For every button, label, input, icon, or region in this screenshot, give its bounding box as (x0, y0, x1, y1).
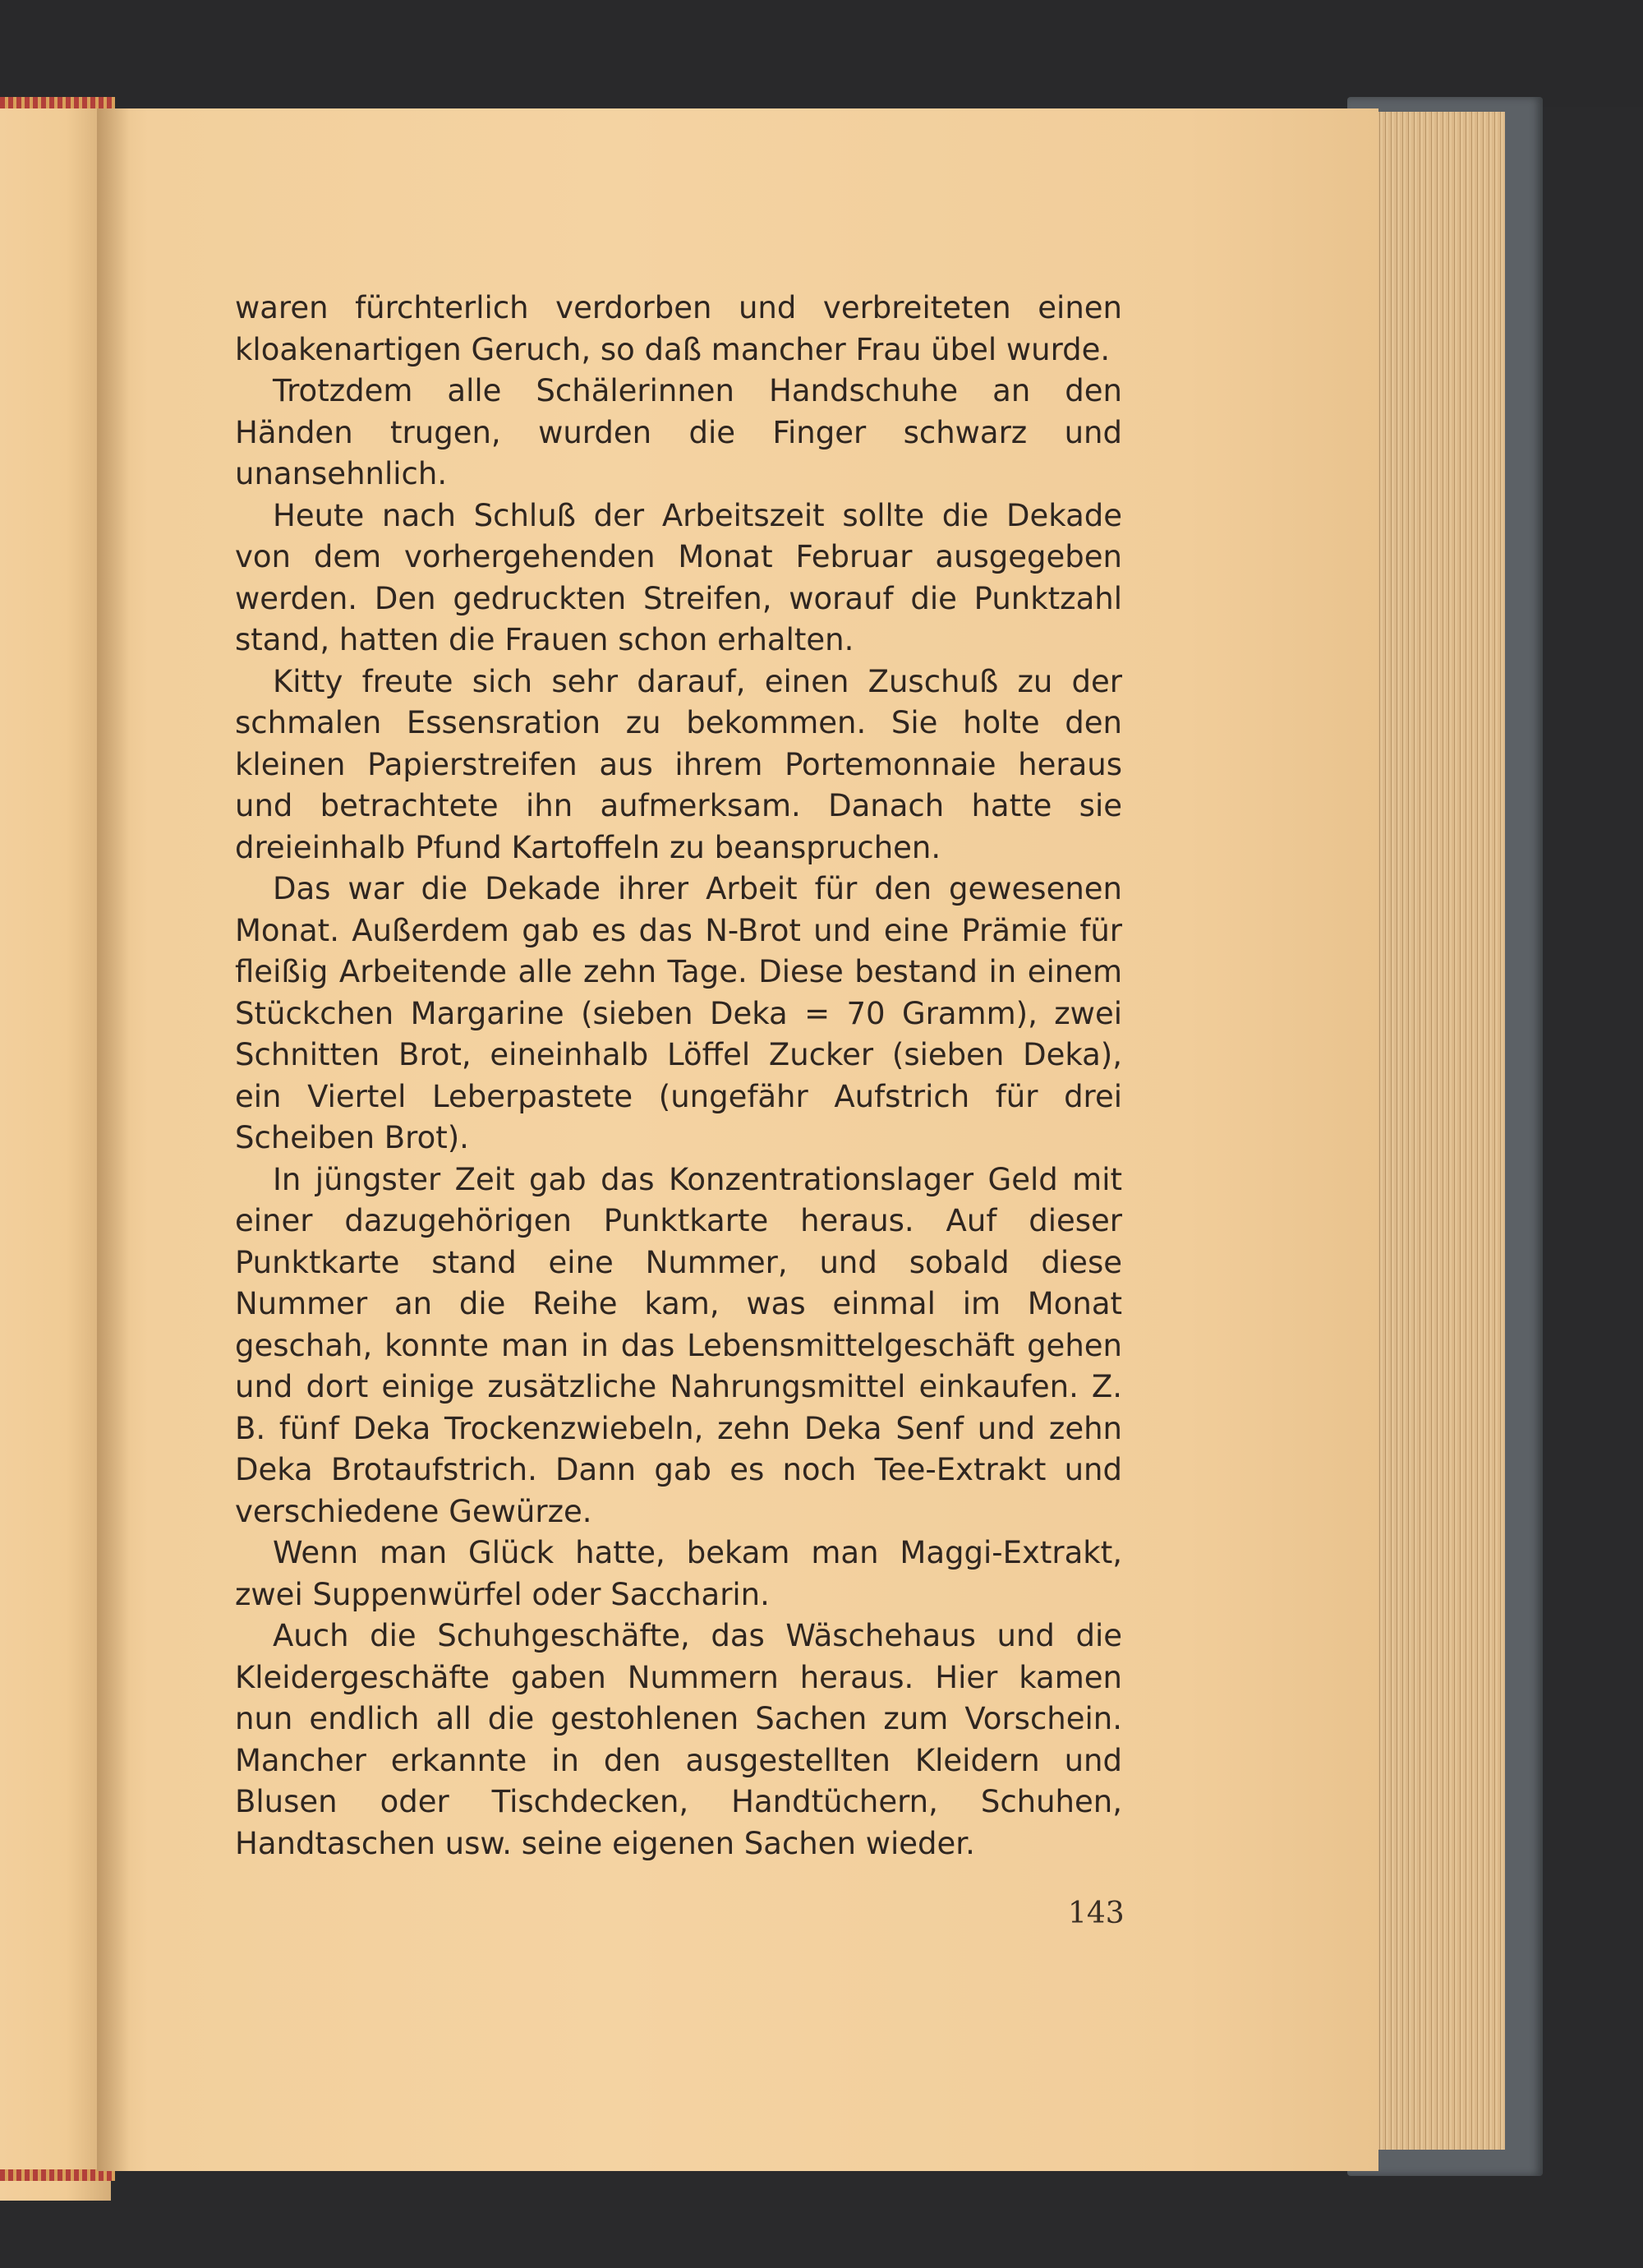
gutter-shadow (97, 108, 130, 2171)
background (0, 0, 1643, 107)
page-block-edge (1364, 112, 1505, 2150)
page-number: 143 (1068, 1897, 1125, 1930)
spine-edge-bottom (0, 2169, 115, 2181)
paragraph: Heute nach Schluß der Arbeitszeit sollte die Dekade von dem vorhergehenden Monat Februar ausgegeben werden. Den gedruckten Streifen, worauf die Punktzahl stand, hatten die Frauen schon erhalten. (235, 497, 1122, 657)
paragraph: In jüngster Zeit gab das Konzentrationslager Geld mit einer dazugehörigen Punktkarte heraus. Auf dieser Punktkarte stand eine Nummer, und sobald diese Nummer an die Reihe kam, was einmal im Monat geschah, konnte man in das Lebensmittelgeschäft gehen und dort einige zusätzliche Nahrungsmittel einkaufen. Z. B. fünf Deka Trockenzwiebeln, zehn Deka Senf und zehn Deka Brotaufstrich. Dann gab es noch Tee-Extrakt und verschiedene Gewürze. (235, 1161, 1122, 1529)
paragraph: waren fürchterlich verdorben und verbreiteten einen kloakenartigen Geruch, so daß mancher Frau übel wurde. (235, 290, 1122, 367)
paragraph: Wenn man Glück hatte, bekam man Maggi-Extrakt, zwei Suppenwürfel oder Saccharin. (235, 1535, 1122, 1612)
facing-page (0, 105, 111, 2201)
paragraph: Trotzdem alle Schälerinnen Handschuhe an den Händen trugen, wurden die Finger schwarz und unansehnlich. (235, 373, 1122, 491)
spine-edge-top (0, 97, 115, 108)
paragraph: Das war die Dekade ihrer Arbeit für den gewesenen Monat. Außerdem gab es das N-Brot und eine Prämie für fleißig Arbeitende alle zehn Tage. Diese bestand in einem Stückchen Margarine (sieben Deka = 70 Gramm), zwei Schnitten Brot, eineinhalb Löffel Zucker (sieben Deka), ein Viertel Leberpastete (ungefähr Aufstrich für drei Scheiben Brot). (235, 871, 1122, 1155)
paragraph: Kitty freute sich sehr darauf, einen Zuschuß zu der schmalen Essensration zu bekommen. Sie holte den kleinen Papierstreifen aus ihrem Portemonnaie heraus und betrachtete ihn aufmerksam. Danach hatte sie dreieinhalb Pfund Kartoffeln zu beanspruchen. (235, 663, 1122, 865)
page-text (235, 288, 1122, 1865)
paragraph: Auch die Schuhgeschäfte, das Wäschehaus und die Kleidergeschäfte gaben Nummern heraus. Hier kamen nun endlich all die gestohlenen Sachen zum Vorschein. Mancher erkannte in den ausgestellten Kleidern und Blusen oder Tischdecken, Handtüchern, Schuhen, Handtaschen usw. seine eigenen Sachen wieder. (235, 1618, 1122, 1861)
